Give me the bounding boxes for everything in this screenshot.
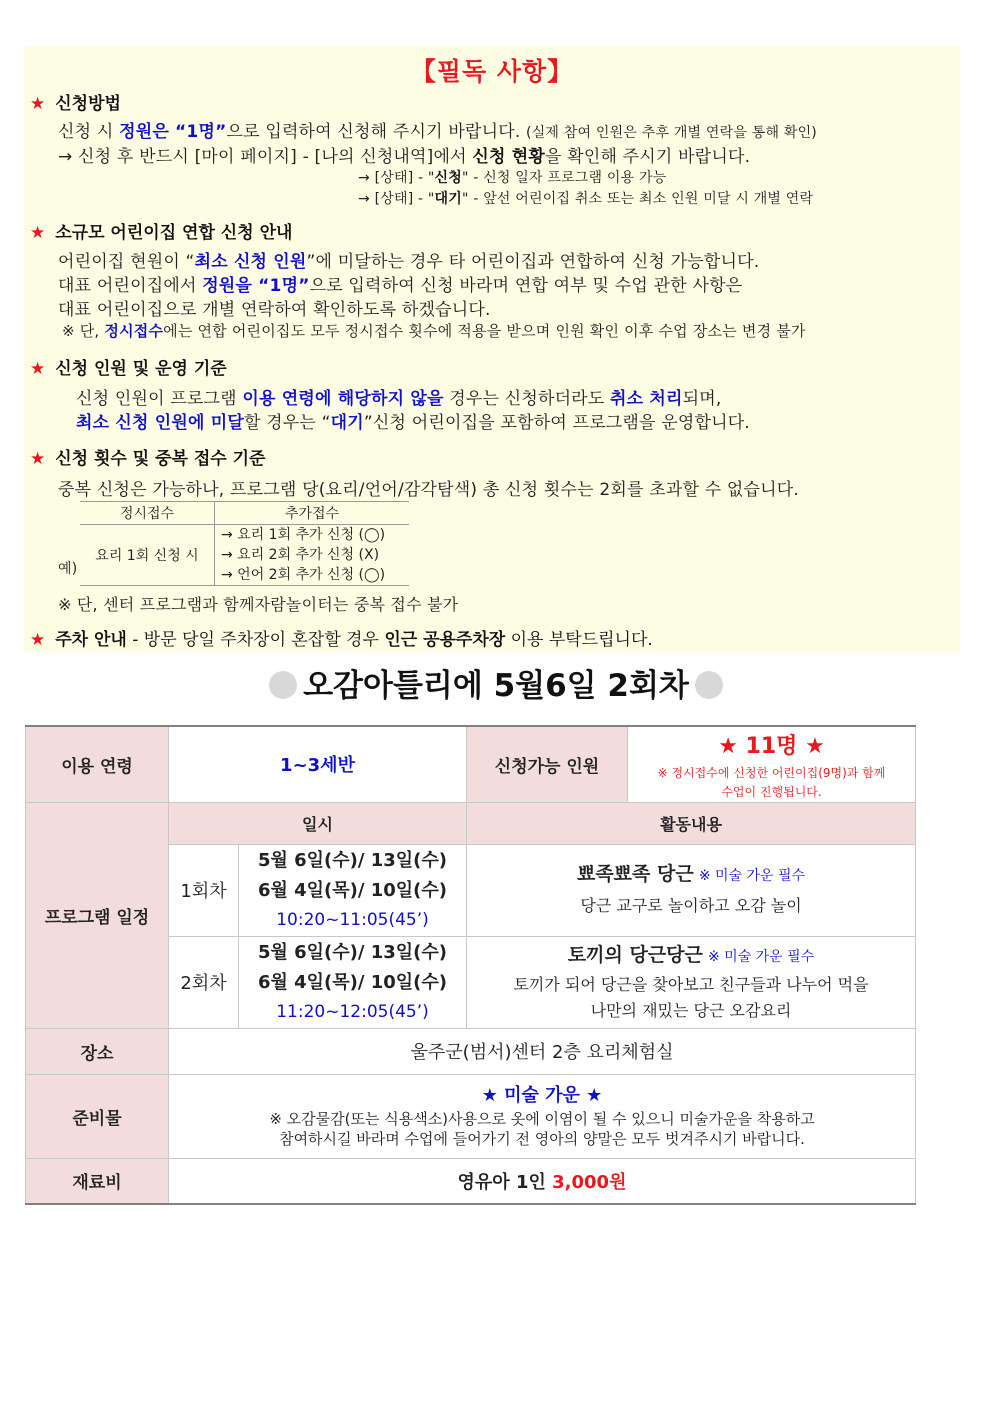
supplies-note-1: ※ 오감물감(또는 식용색소)사용으로 옷에 이염이 될 수 있으니 미술가운을 착용하고 — [269, 1110, 815, 1128]
status-apply-line: → [상태] - "신청" - 신청 일자 프로그램 이용 가능 — [358, 170, 667, 186]
supplies-note-2: 참여하시길 바라며 수업에 들어가기 전 영아의 양말은 모두 벗겨주시기 바랍니다. — [279, 1130, 805, 1148]
star-icon: ★ — [30, 94, 46, 114]
application-line-2: → 신청 후 반드시 [마이 페이지] - [나의 신청내역]에서 신청 현황을 확인해 주시기 바랍니다. — [58, 147, 751, 167]
capacity-label: 신청가능 인원 — [467, 726, 628, 802]
session-2-title: 토끼의 당근당근 — [567, 944, 703, 966]
application-line-1: 신청 시 정원은 “1명”으로 입력하여 신청해 주시기 바랍니다. (실제 참여 인원은 추후 개별 연락을 통해 확인) — [58, 122, 817, 142]
duplicate-note: ※ 단, 센터 프로그램과 함께자람놀이터는 중복 접수 불가 — [58, 595, 459, 614]
program-headline: 오감아틀리에 5월6일 2회차 — [0, 660, 992, 705]
supplies-cell — [169, 1074, 916, 1158]
joint-line-4: ※ 단, 정시접수에는 연합 어린이집도 모두 정시접수 횟수에 적용을 받으며 인원 확인 이후 수업 장소는 변경 불가 — [62, 322, 806, 340]
session-1-activity — [467, 844, 916, 936]
fee-cell: 영유아 1인 3,000원 — [169, 1158, 916, 1204]
col-regular: 정시접수 — [80, 502, 215, 525]
session-1-time: 10:20~11:05(45’) — [276, 910, 429, 930]
date-header: 일시 — [169, 802, 467, 844]
schedule-label: 프로그램 일정 — [26, 802, 169, 1028]
session-2-activity — [467, 936, 916, 1028]
place-value: 울주군(범서)센터 2층 요리체험실 — [169, 1028, 916, 1074]
session-2-note: ※ 미술 가운 필수 — [707, 949, 815, 965]
session-1-desc: 당근 교구로 놀이하고 오감 놀이 — [580, 896, 802, 915]
capacity-note-2: 수업이 진행됩니다. — [721, 784, 822, 799]
criteria-line-2: 최소 신청 인원에 미달할 경우는 “대기”신청 어린이집을 포함하여 프로그램을 운영합니다. — [76, 413, 750, 433]
criteria-line-1: 신청 인원이 프로그램 이용 연령에 해당하지 않을 경우는 신청하더라도 취소 처리되며, — [76, 389, 722, 409]
section-parking: ★ 주차 안내 - 방문 당일 주차장이 혼잡할 경우 인근 공용주차장 이용 부탁드립니다. — [30, 630, 653, 650]
joint-line-3: 대표 어린이집으로 개별 연락하여 확인하도록 하겠습니다. — [58, 300, 491, 320]
session-1-dates: 5월 6일(수)/ 13일(수) 6월 4일(목)/ 10일(수) 10:20~11:05(45’) — [239, 844, 467, 936]
example-label: 예) — [58, 561, 78, 577]
example-row-2: → 요리 2회 추가 신청 (X) — [221, 547, 380, 563]
example-row-1: → 요리 1회 추가 신청 (◯) — [221, 527, 386, 543]
place-label: 장소 — [26, 1028, 169, 1074]
session-1-label: 1회차 — [169, 844, 239, 936]
capacity-note-1: ※ 정시접수에 신청한 어린이집(9명)과 함께 — [657, 765, 886, 780]
example-rows — [215, 525, 410, 586]
joint-line-1: 어린이집 현원이 “최소 신청 인원”에 미달하는 경우 타 어린이집과 연합하여 신청 가능합니다. — [58, 252, 760, 272]
session-1-note: ※ 미술 가운 필수 — [698, 868, 806, 884]
duplicate-line-1: 중복 신청은 가능하나, 프로그램 당(요리/언어/감각탐색) 총 신청 횟수는 2회를 초과할 수 없습니다. — [58, 480, 800, 500]
capacity-cell — [628, 726, 916, 802]
joint-line-2: 대표 어린이집에서 정원을 “1명”으로 입력하여 신청 바라며 연합 여부 및 수업 관한 사항은 — [58, 276, 743, 296]
section-operation-criteria: ★ 신청 인원 및 운영 기준 — [30, 359, 227, 379]
circle-icon — [269, 671, 297, 699]
section-application-method: ★ 신청방법 — [30, 94, 121, 114]
age-label: 이용 연령 — [26, 726, 169, 802]
status-wait-line: → [상태] - "대기" - 앞선 어린이집 취소 또는 최소 인원 미달 시 개별 연락 — [358, 191, 814, 207]
session-2-dates: 5월 6일(수)/ 13일(수) 6월 4일(목)/ 10일(수) 11:20~12:05(45’) — [239, 936, 467, 1028]
fee-label: 재료비 — [26, 1158, 169, 1204]
fee-value: 3,000원 — [552, 1171, 627, 1193]
activity-header: 활동내용 — [467, 802, 916, 844]
supplies-label: 준비물 — [26, 1074, 169, 1158]
session-2-desc-1: 토끼가 되어 당근을 찾아보고 친구들과 나누어 먹을 — [513, 975, 869, 994]
star-icon: ★ — [30, 630, 46, 650]
star-icon: ★ — [30, 359, 46, 379]
notice-title: 【필독 사항】 — [410, 57, 574, 86]
supplies-title: ★ 미술 가운 ★ — [481, 1085, 603, 1106]
session-1-title: 뾰족뾰족 당근 — [576, 863, 694, 885]
notice-box — [24, 46, 960, 652]
age-value: 1~3세반 — [169, 726, 467, 802]
session-2-desc-2: 나만의 재밌는 당근 오감요리 — [590, 1001, 792, 1020]
session-2-label: 2회차 — [169, 936, 239, 1028]
star-icon: ★ — [30, 223, 46, 243]
example-row-label: 요리 1회 신청 시 — [80, 525, 215, 586]
duplicate-example-table — [80, 501, 409, 586]
session-2-time: 11:20~12:05(45’) — [276, 1002, 429, 1022]
capacity-value: ★ 11명 ★ — [718, 733, 825, 759]
section-joint-application: ★ 소규모 어린이집 연합 신청 안내 — [30, 223, 293, 243]
section-duplicate-criteria: ★ 신청 횟수 및 중복 접수 기준 — [30, 449, 266, 469]
star-icon: ★ — [30, 449, 46, 469]
circle-icon — [695, 671, 723, 699]
example-row-3: → 언어 2회 추가 신청 (◯) — [221, 567, 386, 583]
program-table — [25, 725, 916, 1205]
col-additional: 추가접수 — [215, 502, 410, 525]
